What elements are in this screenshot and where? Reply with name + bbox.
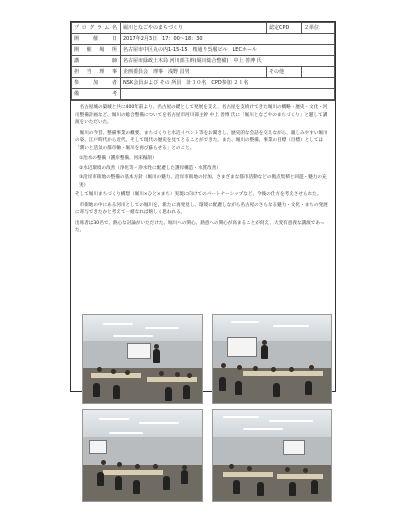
recorder-label: その他: [267, 67, 302, 78]
body-paragraph: 堀川の今昔、整備事業の概要、まちづくりと水辺イベント等をお聞きし、歴史的な会話を交えながら、親しみやすい堀川の姿、江戸時代から近代、そして現代の歴史を見てとることができた。また、堀川の整備、事業の目標（目標）としては「潤いと活気の都市軸・堀川を再び蘇らせる」とのこと。: [75, 130, 328, 151]
lecture-photo: [82, 314, 203, 404]
person-value: 企画委員会 理事 浅野 昌男: [121, 67, 267, 78]
body-list-item: ②水辺環境の改善（浄化等・浄水性に配慮した護岸構造・水質改善）: [79, 165, 221, 171]
body-paragraph: 出席者は30名で、熱心な討論がいただけた。堀川への関心、熱意への関心が高まることが伺え、大変有意義な講演であった。: [75, 220, 325, 233]
program-value: 堀川となごやのまちづくり: [121, 23, 267, 34]
participants-value: NSK会員および その 所員 計３０名 CPD参加 ２１名: [121, 78, 335, 89]
venue-value: 名古屋市中区丸の内1-15-15 桜通り呉服ビル LECホール: [121, 45, 335, 56]
lecture-photo: [212, 409, 332, 502]
body-paragraph: そして堀川まちづくり構想（堀川×ひと×まち）実現に向けてのパートナーシップなど、今後の仕方を考えさせられた。: [75, 192, 322, 197]
speaker-label: 講 師: [72, 56, 121, 67]
remarks-label: 備 考: [72, 89, 121, 100]
program-label: プログラム名: [72, 23, 121, 34]
participants-label: 参 加 者: [72, 78, 121, 89]
venue-label: 開 催 場 所: [72, 45, 121, 56]
cpd-value: ２単位: [302, 23, 335, 34]
person-label: 担 当 理 事: [72, 67, 121, 78]
recorder-value: [302, 67, 335, 78]
body-list-item: ③沿岸市街地の整備の基本方針（堀川の魅力、沿岸市街地の付加、さまざまな都市活動などの拠点集積と回遊・魅力の充実）: [79, 175, 327, 188]
lecture-photo: [82, 409, 203, 502]
body-list-item: ①治水の整備（護岸整備、河床掘削）: [79, 156, 157, 161]
date-value: 2017年2月3日 17：00～18：30: [121, 34, 335, 45]
lecture-photo: [212, 314, 332, 404]
cpd-label: 認定CPD: [267, 23, 302, 34]
header-table: [71, 22, 335, 100]
remarks-value: [121, 89, 335, 100]
speaker-value: 名古屋市緑政土木局 河川部主幹(堀川総合整備) 中上 善博 氏: [121, 56, 335, 67]
body-paragraph: 市街地の中にある河川としての堀川を、新たに再発見し、環境に配慮しながら名古屋のさらなる魅力・文化・まちの発展に寄与できたかと考えて一緒なれば嬉しく思われる。: [75, 202, 328, 215]
body-paragraph: 名古屋城の築城と共に400年前より、名古屋の礎として発展を支え、名古屋を支続けてきた堀川の概略・歴史・文化・河川整備計画など、堀川の総合整備についてを名古屋市河川部主幹 中上 善博 氏に「堀川となごやのまちづくり」と題して講演をいただいた。: [75, 105, 328, 125]
date-label: 開 催 日: [72, 34, 121, 45]
